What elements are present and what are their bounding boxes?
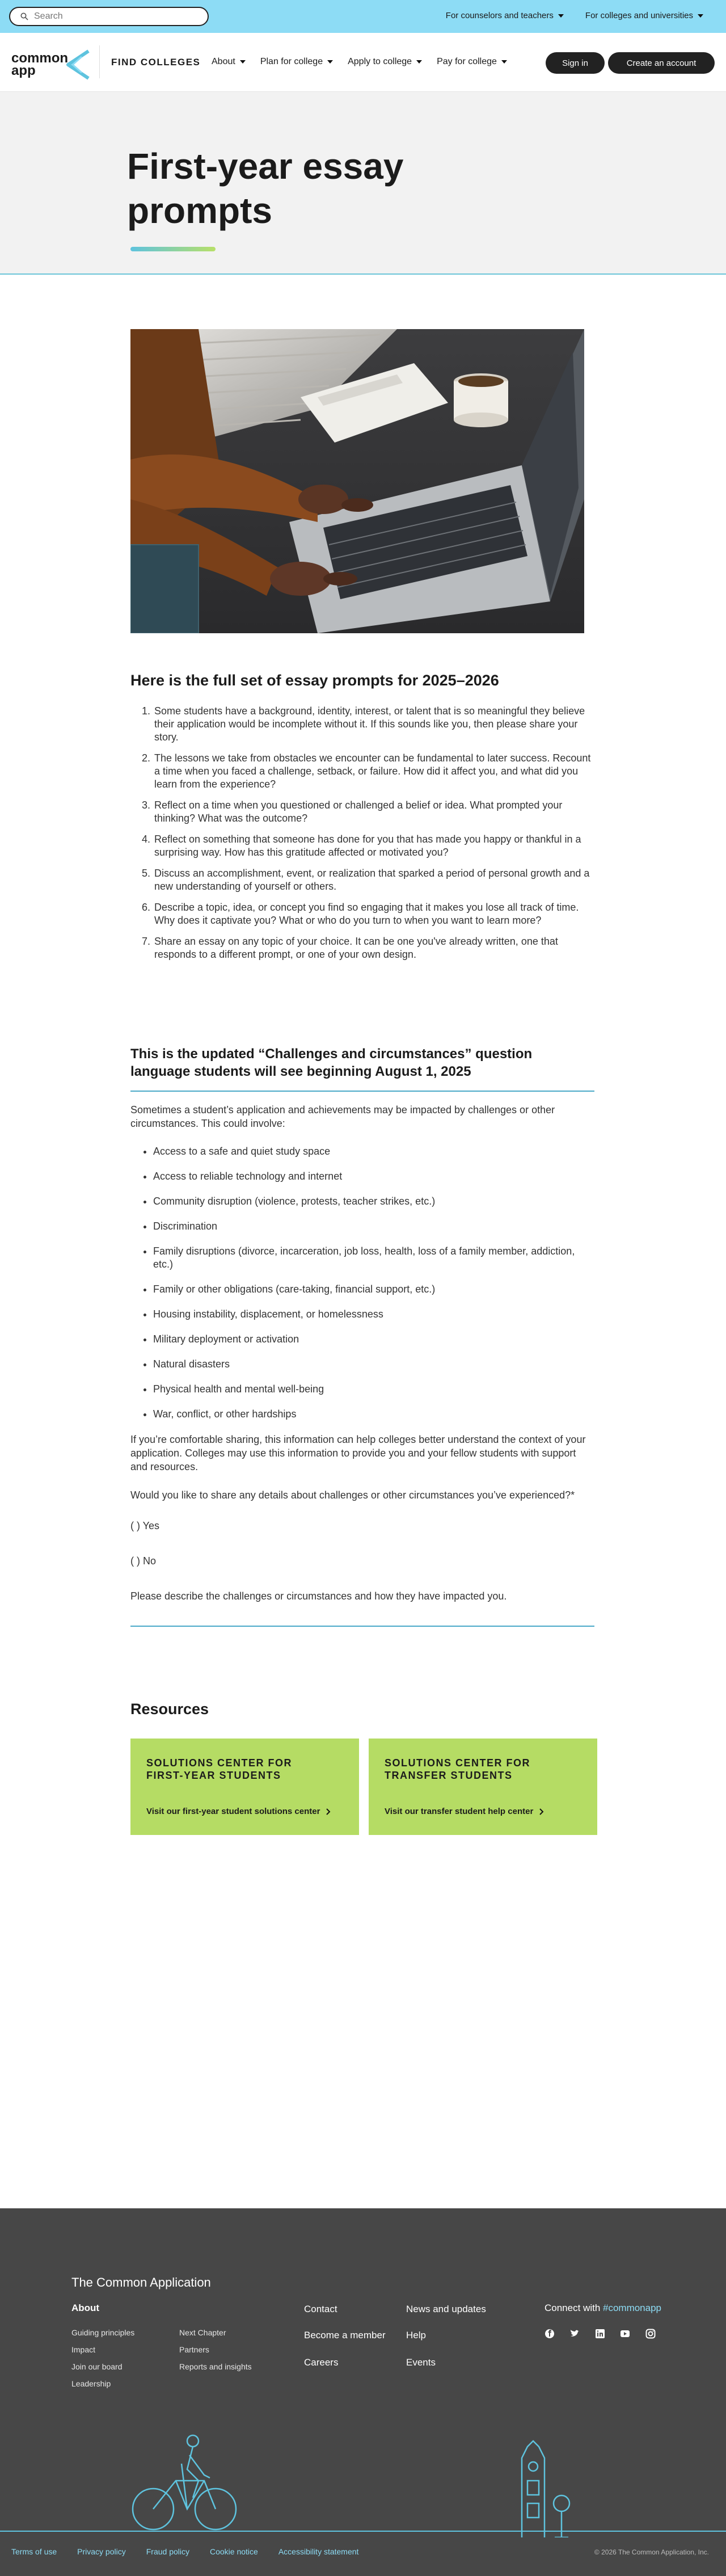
list-item: 1. Some students have a background, identity, interest, or talent that is so meaningful they believe their application would be incomplete without it. If this sounds like you, then please share your story. (153, 705, 594, 744)
transfer-card[interactable] (369, 1739, 597, 1835)
hero (0, 92, 726, 275)
cyclist-illustration (130, 2424, 244, 2537)
list-item: • Physical health and mental well-being (153, 1383, 594, 1396)
logo-text: common app (11, 50, 69, 78)
copyright: © 2026 The Common Application, Inc. (594, 2548, 709, 2556)
logo[interactable] (11, 49, 93, 81)
search-icon (20, 12, 28, 20)
privacy-link[interactable]: Privacy policy (77, 2547, 126, 2556)
footer-rule (0, 2531, 726, 2532)
list-item: • Discrimination (153, 1220, 594, 1233)
chevron-down-icon (327, 60, 333, 64)
clocktower-illustration (510, 2435, 573, 2537)
chevron-down-icon (240, 60, 246, 64)
prompts-section (130, 671, 594, 969)
linkedin-icon[interactable] (595, 2329, 605, 2339)
challenges-section (130, 1045, 594, 1627)
list-item: 2. The lessons we take from obstacles we encounter can be fundamental to later success. Recount a time when you faced a challenge, setback, or failure. How did it affect you, and what did you learn from the experience? (153, 752, 594, 791)
challenges-list (130, 1145, 594, 1421)
footer-about-col1 (71, 2324, 134, 2392)
nav-apply[interactable]: Apply to college (348, 57, 422, 67)
list-item: 7. Share an essay on any topic of your choice. It can be one you've already written, one that responds to a different prompt, or one of your own design. (153, 935, 594, 961)
social-links (544, 2329, 668, 2342)
list-item: • Family or other obligations (care-taking, financial support, etc.) (153, 1283, 594, 1296)
search-box[interactable] (9, 7, 209, 26)
list-item: 6. Describe a topic, idea, or concept you find so engaging that it makes you lose all track of time. Why does it captivate you? What or who do you turn to when you want to learn more? (153, 901, 594, 927)
transfer-link[interactable]: Visit our transfer student help center (385, 1807, 544, 1816)
option-no: ( ) No (130, 1555, 156, 1567)
instagram-icon[interactable] (645, 2329, 656, 2339)
nav-plan[interactable]: Plan for college (260, 57, 333, 67)
option-yes: ( ) Yes (130, 1520, 160, 1531)
legal-links (11, 2547, 358, 2556)
list-item: 4. Reflect on something that someone has done for you that has made you happy or thankful in a surprising way. How has this gratitude affected or motivated you? (153, 833, 594, 859)
footer-link[interactable]: Next Chapter (179, 2328, 226, 2337)
prompts-list (130, 705, 594, 961)
section-rule (130, 1091, 594, 1092)
main-nav (0, 33, 726, 92)
connect-label: Connect with #commonapp (544, 2303, 662, 2313)
footer-link[interactable]: Leadership (71, 2379, 111, 2388)
find-colleges-link[interactable]: FIND COLLEGES (111, 57, 201, 68)
chevron-down-icon (416, 60, 422, 64)
list-item: • War, conflict, or other hardships (153, 1408, 594, 1421)
cookie-link[interactable]: Cookie notice (210, 2547, 258, 2556)
nav-about[interactable]: About (212, 57, 246, 67)
list-item: • Military deployment or activation (153, 1333, 594, 1346)
chevron-down-icon (501, 60, 507, 64)
nav-pay[interactable]: Pay for college (437, 57, 507, 67)
first-year-link[interactable]: Visit our first-year student solutions center (146, 1807, 331, 1816)
list-item: • Access to reliable technology and internet (153, 1170, 594, 1183)
hero-photo (130, 329, 584, 633)
divider (99, 45, 100, 78)
list-item: • Family disruptions (divorce, incarceration, job loss, health, loss of a family member, addiction, etc.) (153, 1245, 594, 1271)
resources-heading: Resources (130, 1701, 209, 1718)
twitter-icon[interactable] (569, 2329, 580, 2339)
prompts-heading: Here is the full set of essay prompts for 2025–2026 (130, 672, 499, 689)
footer-link[interactable]: Partners (179, 2345, 209, 2354)
list-item: 5. Discuss an accomplishment, event, or realization that sparked a period of personal growth and a new understanding of yourself or others. (153, 867, 594, 893)
card-title: SOLUTIONS CENTER FOR TRANSFER STUDENTS (385, 1757, 531, 1781)
sharing-text: If you’re comfortable sharing, this information can help colleges better understand the context of your application. Colleges may use this information to provide you and your fellow students with support and resources. (130, 1434, 586, 1472)
footer-link[interactable]: Guiding principles (71, 2328, 135, 2337)
list-item: • Natural disasters (153, 1358, 594, 1371)
facebook-icon[interactable] (544, 2329, 555, 2339)
footer-org: The Common Application (71, 2275, 211, 2289)
footer-link[interactable]: News and updates (406, 2304, 486, 2314)
card-title: SOLUTIONS CENTER FOR FIRST-YEAR STUDENTS (146, 1757, 293, 1781)
footer-about-heading: About (71, 2303, 100, 2313)
create-account-button[interactable]: Create an account (608, 52, 715, 74)
footer-link[interactable]: Help (406, 2330, 426, 2341)
challenges-heading: This is the updated “Challenges and circumstances” question language students will see beginning August 1, 2025 (130, 1046, 533, 1079)
footer (0, 2208, 726, 2576)
challenges-intro: Sometimes a student’s application and achievements may be impacted by challenges or other circumstances. This could involve: (130, 1104, 555, 1129)
share-question: Would you like to share any details about challenges or other circumstances you’ve experienced?* (130, 1489, 575, 1501)
search-input[interactable] (34, 11, 187, 22)
footer-col4 (406, 2303, 486, 2369)
list-item: • Access to a safe and quiet study space (153, 1145, 594, 1158)
footer-link[interactable]: Reports and insights (179, 2362, 252, 2371)
page-title: First-year essay prompts (127, 146, 404, 231)
logo-mark-icon (59, 49, 93, 81)
colleges-menu[interactable]: For colleges and universities (585, 11, 703, 20)
utility-bar (0, 0, 726, 33)
chevron-right-icon (326, 1808, 331, 1815)
list-item: • Community disruption (violence, protests, teacher strikes, etc.) (153, 1195, 594, 1208)
hashtag-link[interactable]: #commonapp (603, 2303, 662, 2313)
chevron-right-icon (539, 1808, 544, 1815)
accessibility-link[interactable]: Accessibility statement (278, 2547, 359, 2556)
footer-link[interactable]: Contact (304, 2304, 337, 2314)
title-accent-bar (130, 247, 216, 251)
chevron-down-icon (698, 14, 703, 18)
footer-about-col2 (179, 2324, 252, 2375)
terms-link[interactable]: Terms of use (11, 2547, 57, 2556)
footer-link[interactable]: Join our board (71, 2362, 123, 2371)
chevron-down-icon (558, 14, 564, 18)
youtube-icon[interactable] (620, 2329, 630, 2339)
list-item: • Housing instability, displacement, or homelessness (153, 1308, 594, 1321)
sign-in-button[interactable]: Sign in (546, 52, 605, 74)
describe-text: Please describe the challenges or circumstances and how they have impacted you. (130, 1590, 507, 1602)
laptop-photo-illustration (130, 329, 584, 633)
footer-link[interactable]: Events (406, 2357, 436, 2368)
first-year-card[interactable] (130, 1739, 359, 1835)
footer-link[interactable]: Impact (71, 2345, 96, 2354)
footer-col3 (304, 2303, 386, 2369)
fraud-link[interactable]: Fraud policy (146, 2547, 189, 2556)
footer-link[interactable]: Become a member (304, 2330, 386, 2341)
footer-link[interactable]: Careers (304, 2357, 339, 2368)
counselors-menu[interactable]: For counselors and teachers (446, 11, 564, 20)
section-rule (130, 1626, 594, 1627)
list-item: 3. Reflect on a time when you questioned or challenged a belief or idea. What prompted your thinking? What was the outcome? (153, 799, 594, 825)
